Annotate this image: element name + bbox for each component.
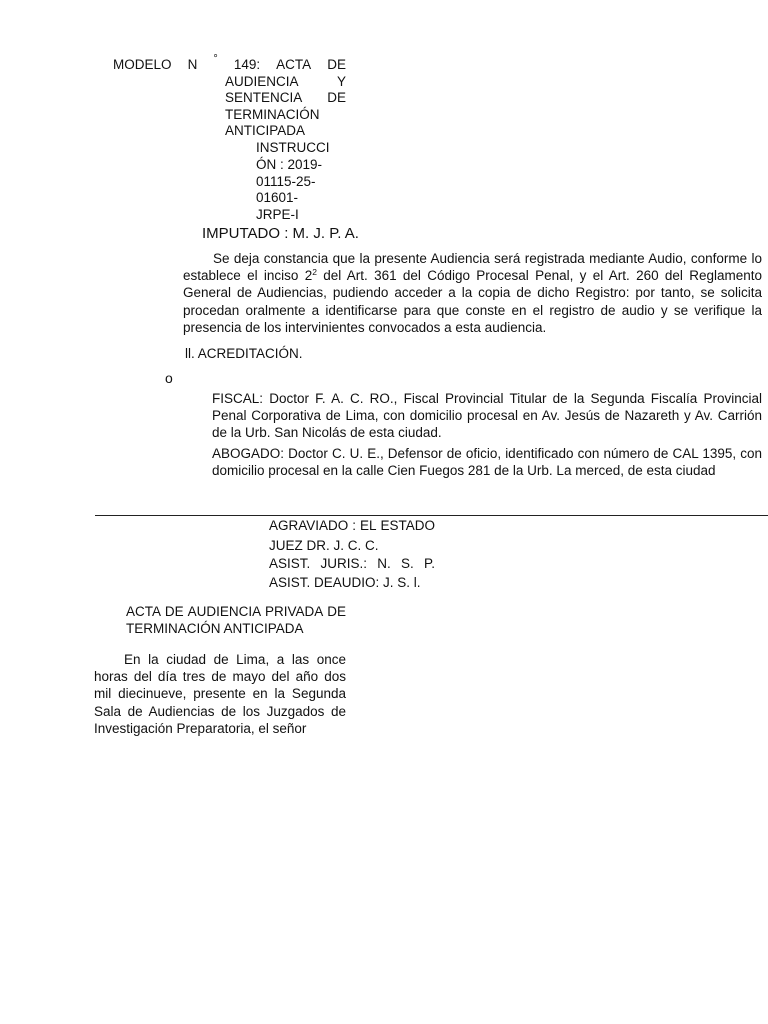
party-word: JURIS.:: [320, 556, 368, 571]
party-word: EL: [359, 518, 377, 533]
party-asist-audio: ASIST. DEAUDIO: J. S. l.: [269, 575, 421, 590]
instruccion-line: 01601-: [256, 190, 299, 206]
instruccion-line: 01115-25-: [256, 173, 316, 189]
party-word: ESTADO: [380, 518, 435, 533]
heading-word: N: [187, 57, 198, 72]
intro-paragraph: [183, 250, 762, 336]
abogado-paragraph: [212, 445, 762, 479]
heading-word: DE: [327, 90, 346, 105]
footnote-superscript: 2: [312, 267, 317, 278]
document-heading: [113, 53, 346, 140]
acta-title: [126, 603, 346, 637]
heading-line-1: [113, 53, 346, 74]
heading-line-5: [113, 123, 346, 140]
party-word: AGRAVIADO: [269, 518, 349, 533]
heading-line-2: [113, 74, 346, 91]
heading-word: Y: [336, 73, 346, 89]
acta-title-line: ACTA DE AUDIENCIA PRIVADA DE: [126, 604, 346, 619]
abogado-text: ABOGADO: Doctor C. U. E., Defensor de oficio, identificado con número de CAL 1395, con domicilio procesal en la calle Cien Fuegos 281 de la Urb. La merced, de esta ciudad: [212, 446, 762, 479]
heading-word: 149:: [233, 57, 261, 72]
heading-degree-sign: °: [213, 53, 218, 65]
heading-word: ANTICIPADA: [225, 123, 306, 138]
party-word: S.: [400, 556, 414, 571]
heading-word: ACTA: [276, 57, 312, 72]
instruccion-line: JRPE-I: [256, 207, 299, 223]
party-word: P.: [423, 556, 435, 571]
acta-title-line: TERMINACIÓN ANTICIPADA: [126, 621, 304, 637]
party-word: ASIST.: [269, 556, 311, 571]
horizontal-divider: [95, 515, 768, 516]
heading-word: TERMINACIÓN: [225, 106, 320, 122]
acta-body: [94, 651, 346, 737]
fiscal-text: FISCAL: Doctor F. A. C. RO., Fiscal Provincial Titular de la Segunda Fiscalía Provincial Penal Corporativa de Lima, con domicilio procesal en Av. Jesús de Nazareth y Av. Carrión de la Urb. San Nicolás de esta ciudad.: [212, 391, 762, 441]
heading-line-4: [113, 107, 346, 124]
heading-word: SENTENCIA: [225, 90, 303, 105]
instruccion-number: [256, 140, 356, 224]
intro-text-part: Se deja constancia que la presente Audiencia será registrada mediante Audio, conforme lo establece el inciso 2: [183, 251, 762, 284]
fiscal-paragraph: [212, 390, 762, 442]
heading-word: MODELO: [113, 57, 172, 72]
instruccion-line: INSTRUCCI: [256, 140, 330, 155]
imputado-line: IMPUTADO : M. J. P. A.: [202, 225, 359, 242]
acta-body-text: En la ciudad de Lima, a las once horas del día tres de mayo del año dos mil diecinueve, presente en la Segunda Sala de Audiencias de los Juzgados de Investigación Preparatoria, el señor: [94, 652, 346, 736]
instruccion-line: ÓN : 2019-: [256, 156, 323, 172]
heading-line-3: [113, 90, 346, 107]
intro-text: [183, 250, 762, 336]
heading-word: DE: [327, 57, 346, 72]
party-word: N.: [377, 556, 391, 571]
party-juez: JUEZ DR. J. C. C.: [269, 538, 379, 553]
heading-word: AUDIENCIA: [225, 73, 299, 89]
party-word: :: [352, 518, 357, 533]
section-heading-acreditacion: ll. ACREDITACIÓN.: [185, 346, 303, 361]
party-asist-juris: [269, 555, 435, 572]
bullet-marker: o: [165, 370, 173, 386]
intro-text-part: del Art. 361 del Código Procesal Penal, y el Art. 260 del Reglamento General de Audiencias, pudiendo acceder a la copia de dicho Registro: por tanto, se solicita procedan oralmente a identificarse para que conste en el registro de audio y se verifique la presencia de los intervinientes convocados a esta audiencia.: [183, 268, 762, 335]
party-agraviado: [269, 517, 435, 534]
